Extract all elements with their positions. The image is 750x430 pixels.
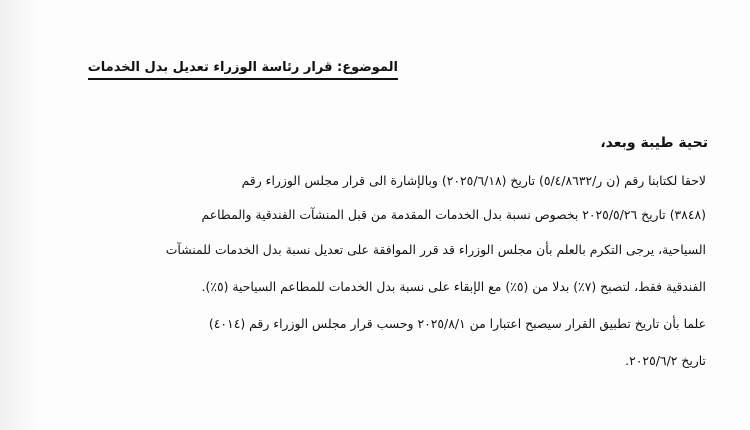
body-line: تاريخ ٢٠٢٥/٦/٢. [625,353,706,368]
body-line: علما بأن تاريخ تطبيق القرار سيصبح اعتبارا من ٢٠٢٥/٨/١ وحسب قرار مجلس الوزراء رقم (٤٠١٤) [208,316,706,331]
greeting: تحية طيبة وبعد، [600,135,708,151]
body-line: السياحية، يرجى التكرم بالعلم بأن مجلس الوزراء قد قرر الموافقة على تعديل نسبة بدل الخدمات للمنشآت [165,242,706,257]
body-line: الفندقية فقط، لتصبح (٧٪) بدلا من (٥٪) مع الإبقاء على نسبة بدل الخدمات للمطاعم السياحية (٥٪). [201,279,706,294]
scan-edge-shadow [0,0,40,430]
body-line: (٣٨٤٨) تاريخ ٢٠٢٥/٥/٢٦ بخصوص نسبة بدل الخدمات المقدمة من قبل المنشآت الفندقية والمطاعم [201,207,706,222]
document-subject: الموضوع: قرار رئاسة الوزراء تعديل بدل الخدمات [88,60,398,80]
body-line: لاحقا لكتابنا رقم (ن ر/٥/٤/٨٦٣٢) تاريخ (٢٠٢٥/٦/١٨) وبالإشارة الى قرار مجلس الوزراء رقم [241,173,706,188]
